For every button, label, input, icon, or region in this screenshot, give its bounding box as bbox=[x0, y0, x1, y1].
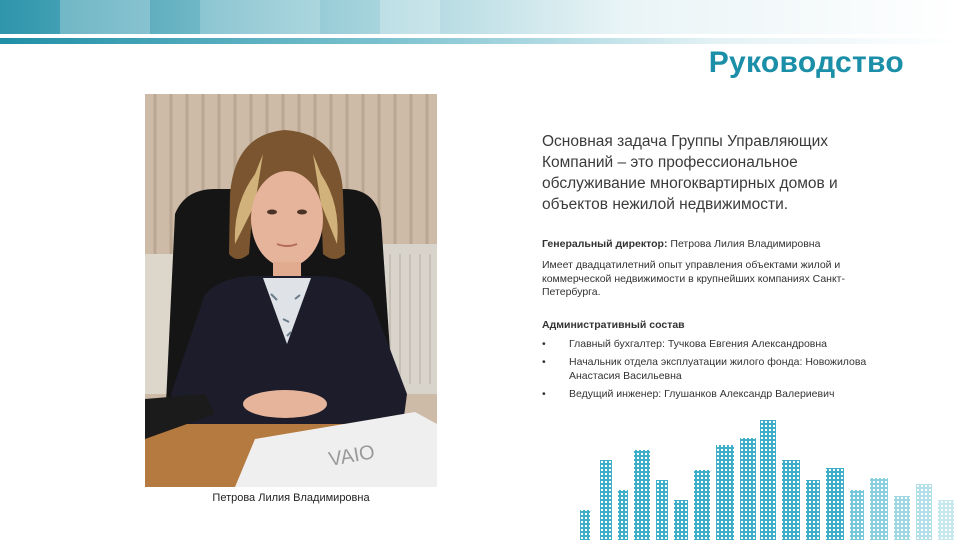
header-band bbox=[0, 0, 960, 46]
list-item: • Ведущий инженер: Глушанков Александр Валериевич bbox=[542, 388, 835, 400]
page-title: Руководство bbox=[708, 46, 904, 79]
intro-text: Основная задача Группы Управляющих Компаний – это профессиональное обслуживание многоквартирных домов и объектов нежилой недвижимости. bbox=[542, 133, 838, 213]
vaio-logo: VAIO bbox=[327, 441, 377, 471]
director-name: Петрова Лилия Владимировна bbox=[670, 238, 821, 250]
list-item: • Начальник отдела эксплуатации жилого фонда: Новожилова Анастасия Васильевна bbox=[542, 356, 867, 382]
portrait-photo bbox=[145, 94, 437, 487]
staff-list bbox=[542, 338, 902, 402]
list-item: • Главный бухгалтер: Тучкова Евгения Александровна bbox=[542, 337, 828, 350]
city-skyline-illustration bbox=[560, 400, 960, 540]
director-bio: Имеет двадцатилетний опыт управления объектами жилой и коммерческой недвижимости в крупнейших компаниях Санкт-Петербурга. bbox=[542, 259, 845, 298]
photo-caption: Петрова Лилия Владимировна bbox=[212, 492, 370, 504]
director-label: Генеральный директор: bbox=[542, 238, 668, 250]
staff-section bbox=[542, 319, 902, 402]
staff-heading: Административный состав bbox=[542, 319, 685, 331]
director-line bbox=[542, 238, 902, 252]
